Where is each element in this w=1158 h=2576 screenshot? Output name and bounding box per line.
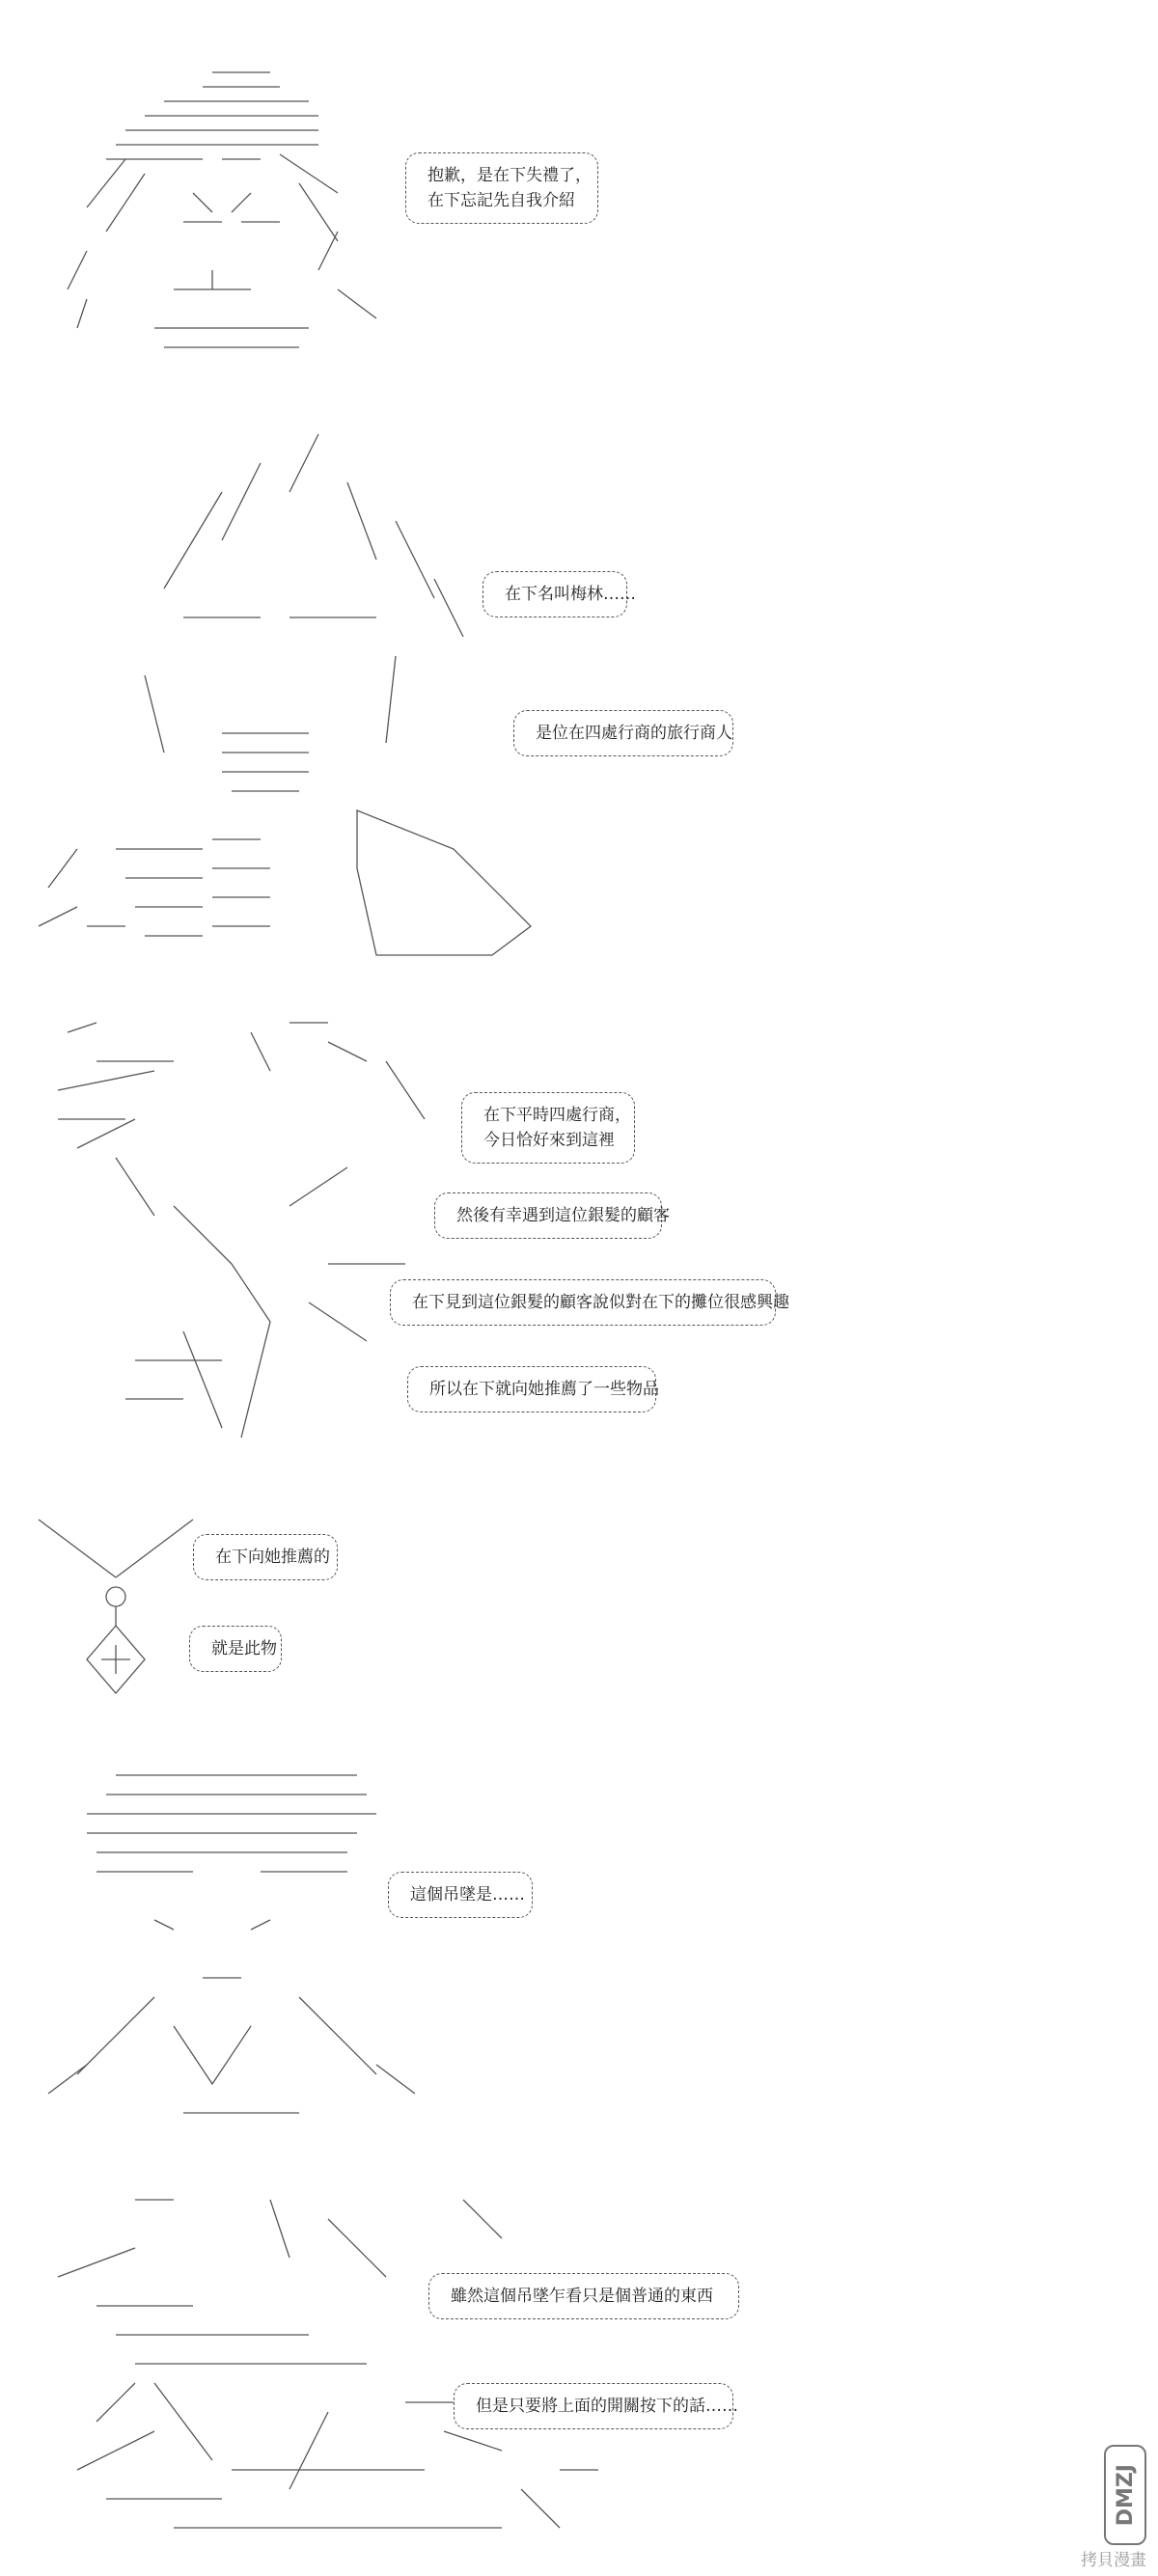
bubble-text: 雖然這個吊墜乍看只是個普通的東西: [451, 2287, 713, 2306]
ascii-art-character: [39, 2180, 637, 2566]
watermark-logo: [1104, 2445, 1146, 2545]
pendant-art: [29, 1510, 203, 1713]
bubble-text: 就是此物: [211, 1639, 277, 1658]
bubble-text: 在下向她推薦的: [215, 1548, 330, 1567]
watermark-logo-text: DMZJ: [1113, 2463, 1138, 2527]
speech-bubble: [428, 2273, 739, 2319]
ascii-art-character: [29, 1766, 454, 2142]
bubble-text: 但是只要將上面的開關按下的話……: [476, 2397, 738, 2416]
speech-bubble: [405, 152, 598, 224]
bubble-text: 所以在下就向她推薦了一些物品: [429, 1380, 659, 1399]
speech-bubble: [189, 1626, 282, 1672]
panel-1: [0, 19, 1158, 367]
bubble-text: 是位在四處行商的旅行商人: [536, 724, 732, 743]
speech-bubble: [407, 1366, 659, 1412]
bubble-text: 然後有幸遇到這位銀髮的顧客: [456, 1206, 670, 1225]
panel-4: [0, 1500, 1158, 1722]
speech-bubble: [193, 1534, 338, 1580]
bubble-text: 在下平時四處行商，: [483, 1106, 631, 1125]
speech-bubble: [388, 1872, 533, 1918]
speech-bubble: [390, 1279, 789, 1326]
bubble-text: 在下見到這位銀髮的顧客說似對在下的攤位很感興趣: [412, 1293, 789, 1312]
panel-2: [0, 415, 1158, 965]
ascii-art-character: [48, 39, 454, 367]
speech-bubble: [482, 571, 636, 617]
panel-5: [0, 1756, 1158, 2142]
panel-3: [0, 1003, 1158, 1466]
speech-bubble: [454, 2383, 738, 2429]
watermark: [1069, 2445, 1146, 2570]
bubble-text: 抱歉，是在下失禮了，: [427, 166, 592, 185]
ascii-art-character: [29, 425, 589, 965]
panel-6: [0, 2171, 1158, 2576]
speech-bubble: [434, 1192, 670, 1239]
bubble-text: 在下忘記先自我介紹: [427, 191, 575, 210]
speech-bubble: [461, 1092, 635, 1164]
bubble-text: 這個吊墜是……: [410, 1885, 525, 1905]
bubble-text: 今日恰好來到這裡: [483, 1131, 615, 1150]
bubble-text: 在下名叫梅林……: [505, 585, 636, 604]
watermark-text: 拷貝漫畫: [1081, 2551, 1146, 2570]
speech-bubble: [513, 710, 733, 756]
